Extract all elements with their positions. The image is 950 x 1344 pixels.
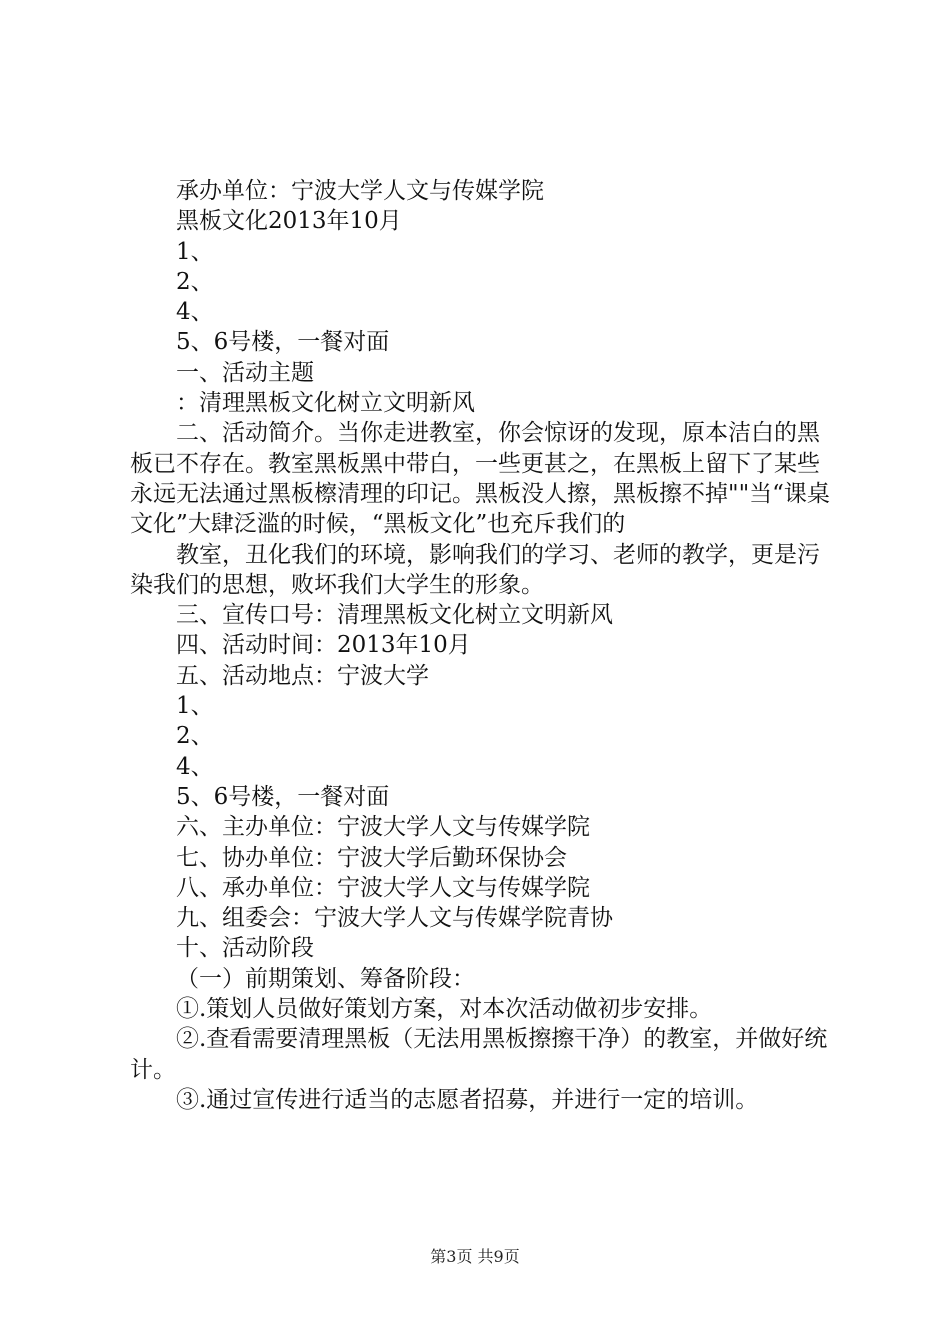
paragraph-activity-intro: 二、活动简介。当你走进教室，你会惊讶的发现，原本洁白的黑板已不存在。教室黑板黑中带白，一些更甚之，在黑板上留下了某些永远无法通过黑板檫清理的印记。黑板没人擦，黑板擦不掉""当“课桌文化”大肆泛滥的时候，“黑板文化”也充斥我们的 (130, 420, 830, 538)
text-line-location-1: 1、 (176, 693, 214, 720)
text-line-item-1: 1、 (176, 238, 214, 265)
text-line-item-2: 2、 (176, 268, 214, 295)
text-line-location: 五、活动地点：宁波大学 (176, 662, 429, 689)
page-number-footer: 第3页 共9页 (430, 1247, 520, 1266)
list-item-step-3: ③.通过宣传进行适当的志愿者招募，并进行一定的培训。 (176, 1086, 759, 1113)
text-line-item-5: 5、6号楼，一餐对面 (176, 329, 390, 356)
paragraph-intro-continued: 教室，丑化我们的环境，影响我们的学习、老师的教学，更是污染我们的思想，败坏我们大学生的形象。 (130, 541, 820, 598)
text-line-date: 黑板文化2013年10月 (176, 208, 402, 235)
text-line-location-4: 4、 (176, 753, 214, 780)
text-line-organizer: 承办单位：宁波大学人文与传媒学院 (176, 178, 544, 204)
text-line-host: 六、主办单位：宁波大学人文与传媒学院 (176, 814, 590, 841)
list-item-step-1: ①.策划人员做好策划方案，对本次活动做初步安排。 (176, 996, 713, 1023)
text-line-slogan: 三、宣传口号：清理黑板文化树立文明新风 (176, 602, 613, 629)
text-line-location-5: 5、6号楼，一餐对面 (176, 783, 390, 810)
text-line-undertaker: 八、承办单位：宁波大学人文与传媒学院 (176, 874, 590, 901)
document-body (130, 176, 830, 1115)
text-line-theme: ：清理黑板文化树立文明新风 (176, 390, 475, 417)
list-item-step-2: ②.查看需要清理黑板（无法用黑板擦擦干净）的教室，并做好统计。 (130, 1026, 828, 1083)
text-line-co-host: 七、协办单位：宁波大学后勤环保协会 (176, 844, 567, 871)
text-line-time: 四、活动时间：2013年10月 (176, 632, 471, 659)
heading-activity-stages: 十、活动阶段 (176, 935, 314, 962)
text-line-location-2: 2、 (176, 723, 214, 750)
text-line-item-4: 4、 (176, 299, 214, 326)
heading-planning-stage: （一）前期策划、筹备阶段： (176, 965, 475, 992)
text-line-committee: 九、组委会：宁波大学人文与传媒学院青协 (176, 905, 613, 932)
heading-activity-theme: 一、活动主题 (176, 359, 314, 386)
